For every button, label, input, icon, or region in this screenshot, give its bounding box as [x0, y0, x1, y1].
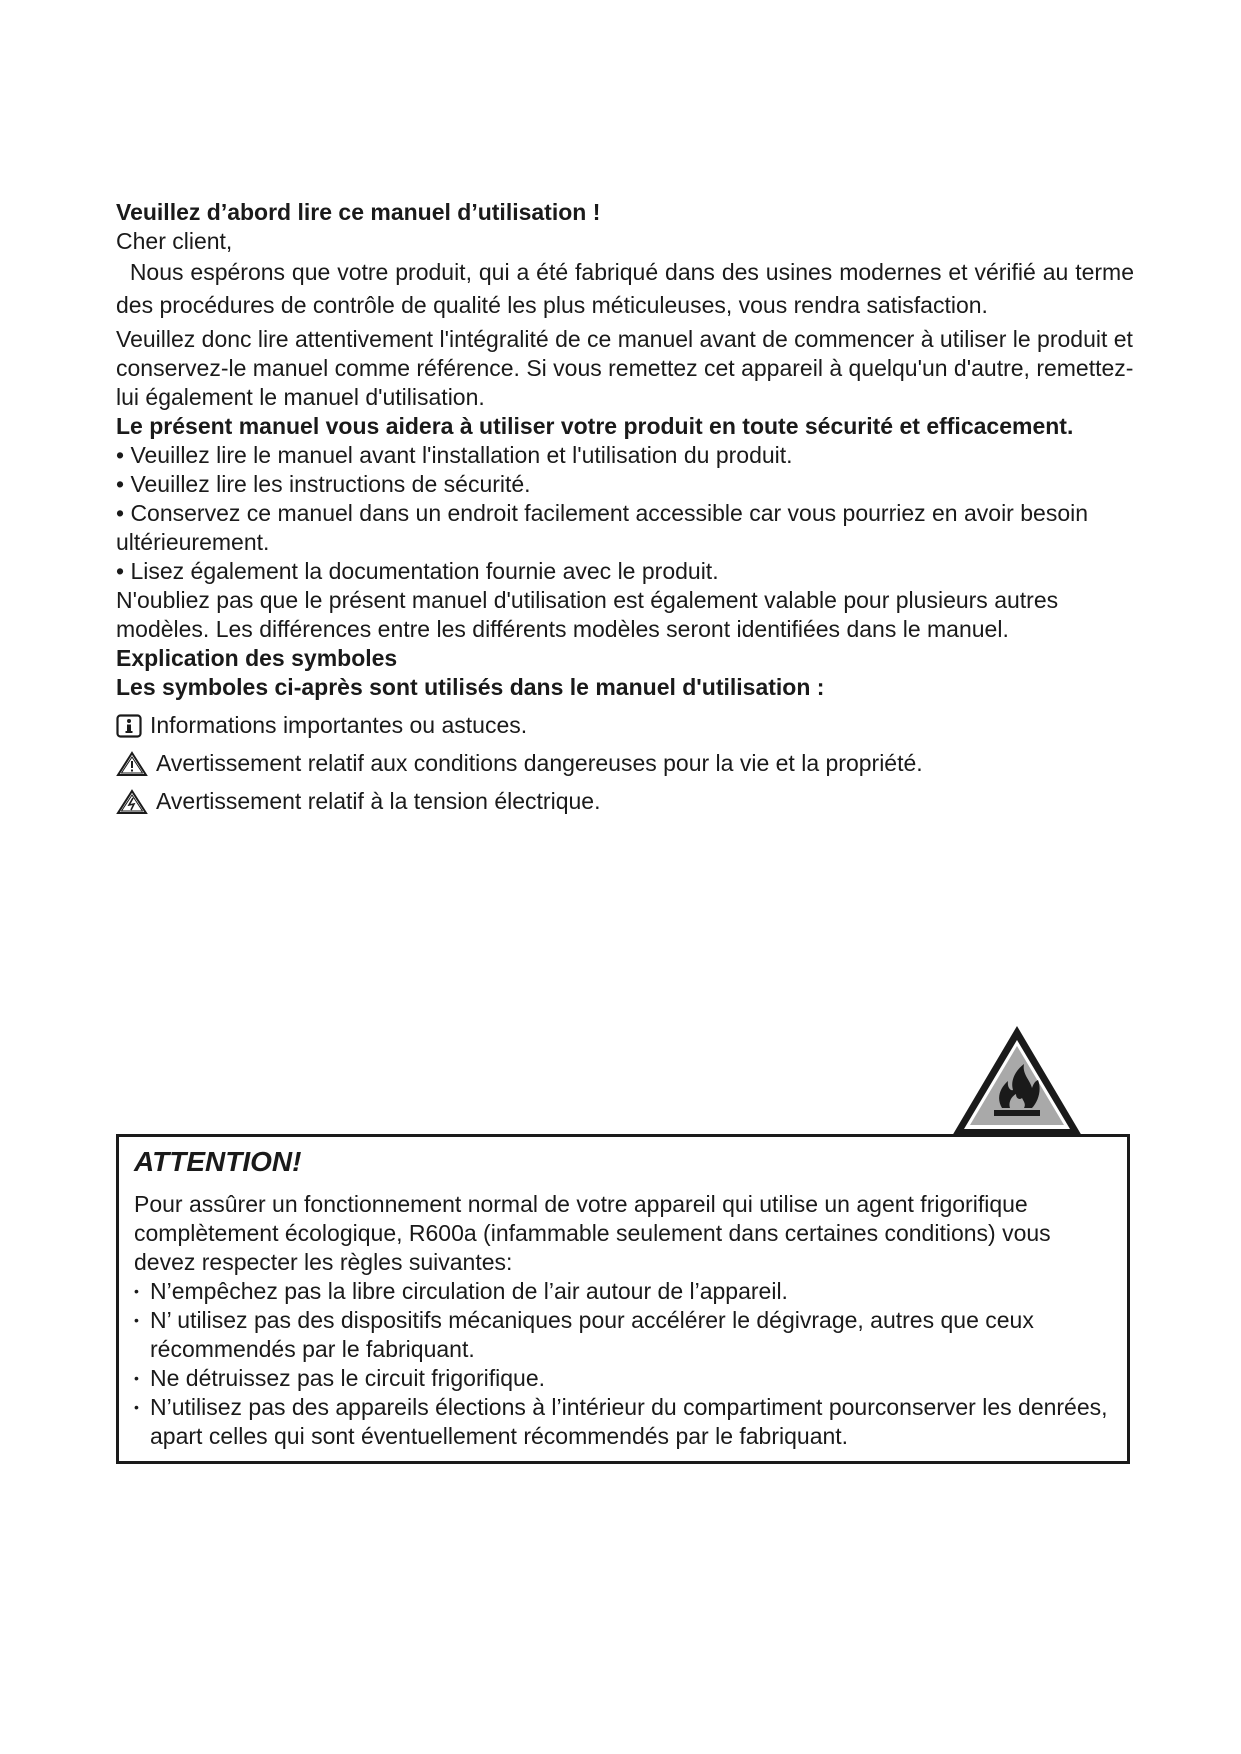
intro-paragraph-2: Veuillez donc lire attentivement l'intégralité de ce manuel avant de commencer à utiliser le produit et conservez-le manuel comme référence. Si vous remettez cet appareil à quelqu'un d'autre, remettez-lui également le manuel d'utilisation. [116, 326, 1134, 410]
list-item [134, 1393, 1113, 1451]
bullet-item: • Conservez ce manuel dans un endroit facilement accessible car vous pourriez en avoir besoin ultérieurement. [116, 500, 1089, 555]
bullet-glyph: • [134, 1283, 139, 1299]
bullet-item: • Veuillez lire le manuel avant l'installation et l'utilisation du produit. [116, 442, 793, 468]
rule-text: Ne détruissez pas le circuit frigorifique. [150, 1365, 545, 1391]
rule-text: N’empêchez pas la libre circulation de l’air autour de l’appareil. [150, 1278, 788, 1304]
bold-statement: Le présent manuel vous aidera à utiliser votre produit en toute sécurité et efficacement. [116, 413, 1074, 439]
symbol-text: Informations importantes ou astuces. [150, 712, 528, 738]
bullet-item: • Lisez également la documentation fournie avec le produit. [116, 558, 719, 584]
symbol-row-info [116, 711, 1134, 740]
intro-heading: Veuillez d’abord lire ce manuel d’utilisation ! [116, 199, 601, 225]
list-item [134, 1364, 1113, 1393]
bullet-glyph: • [134, 1312, 139, 1328]
symbol-row-danger [116, 749, 1134, 778]
list-item [134, 1306, 1113, 1364]
symbol-row-electric [116, 787, 1134, 816]
symbol-text: Avertissement relatif à la tension électrique. [156, 788, 601, 814]
info-icon [116, 714, 142, 738]
symbol-text: Avertissement relatif aux conditions dangereuses pour la vie et la propriété. [156, 750, 923, 776]
greeting: Cher client, [116, 228, 233, 254]
bullet-glyph: • [134, 1399, 139, 1415]
attention-intro: Pour assûrer un fonctionnement normal de votre appareil qui utilise un agent frigorifique complètement écologique, R600a (infammable seulement dans certaines conditions) vous devez respecter les règles suivantes: [134, 1191, 1051, 1275]
attention-title: ATTENTION! [134, 1146, 302, 1177]
flammable-warning-icon [950, 1024, 1084, 1138]
warning-icon [116, 789, 148, 815]
bullet-glyph: • [134, 1370, 139, 1386]
manual-intro-section [116, 198, 1141, 816]
models-note: N'oubliez pas que le présent manuel d'utilisation est également valable pour plusieurs autres modèles. Les différences entre les différents modèles seront identifiées dans le manuel. [116, 587, 1059, 642]
symbols-heading: Explication des symboles [116, 645, 398, 671]
list-item [134, 1277, 1113, 1306]
symbols-subheading: Les symboles ci-après sont utilisés dans le manuel d'utilisation : [116, 674, 825, 700]
warning-icon [116, 751, 148, 777]
intro-paragraph-1: Nous espérons que votre produit, qui a été fabriqué dans des usines modernes et vérifié au terme des procédures de contrôle de qualité les plus méticuleuses, vous rendra satisfaction. [116, 259, 1141, 318]
rule-text: N’ utilisez pas des dispositifs mécaniques pour accélérer le dégivrage, autres que ceux récommendés par le fabriquant. [150, 1307, 1034, 1362]
attention-box [116, 1134, 1130, 1464]
rule-text: N’utilisez pas des appareils élections à l’intérieur du compartiment pourconserver les denrées, apart celles qui sont éventuellement récommendés par le fabriquant. [150, 1394, 1108, 1449]
bullet-item: • Veuillez lire les instructions de sécurité. [116, 471, 531, 497]
